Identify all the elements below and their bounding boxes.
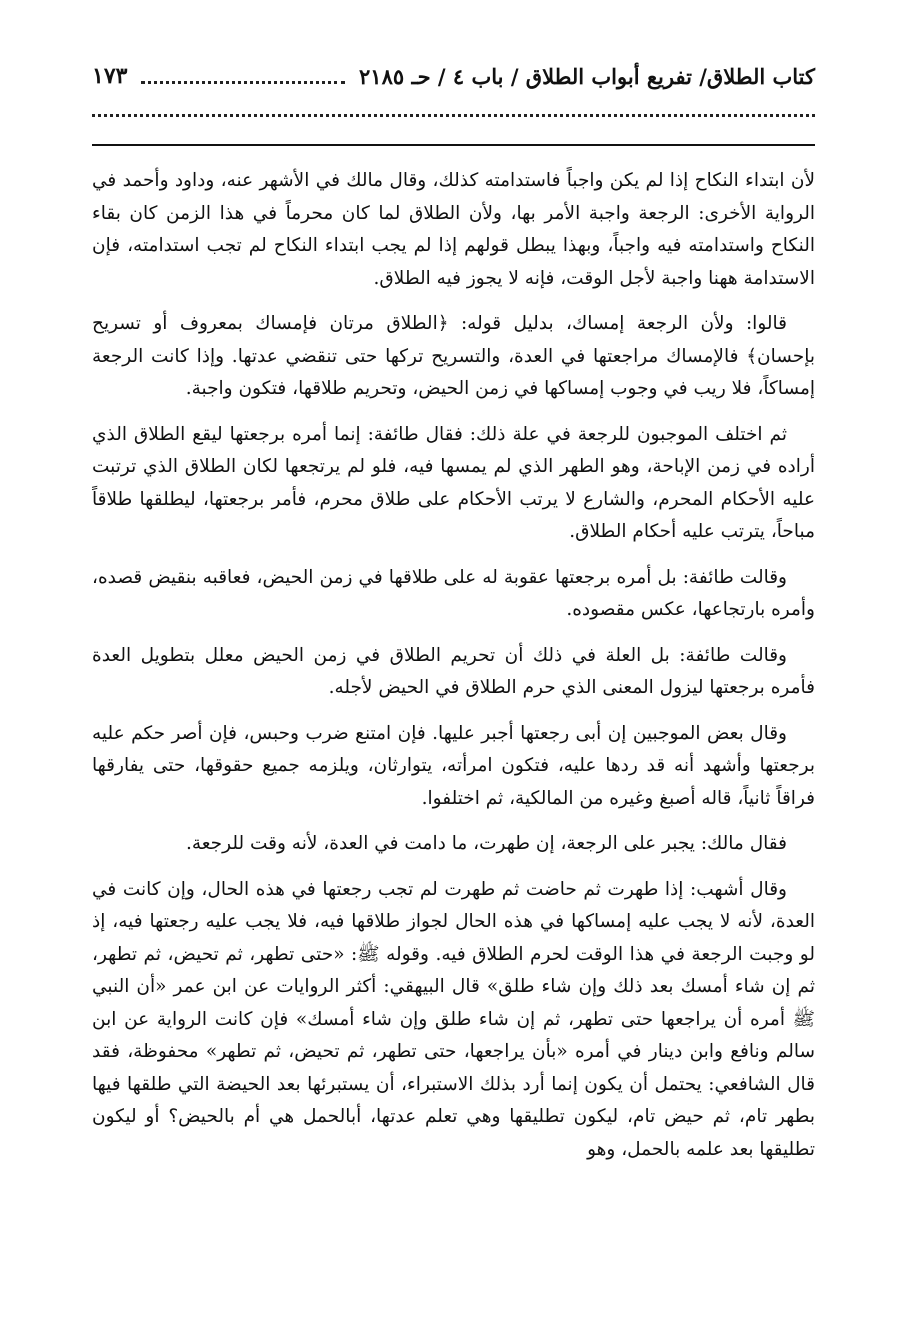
running-header (92, 58, 815, 94)
paragraph: قالوا: ولأن الرجعة إمساك، بدليل قوله: ﴿الطلاق مرتان فإمساك بمعروف أو تسريح بإحسان﴾ فالإمساك مراجعتها في العدة، والتسريح تركها حتى تنقضي عدتها. وإذا كانت الرجعة إمساكاً، فلا ريب في وجوب إمساكها في زمن الحيض، وتحريم طلاقها، فتكون واجبة. (92, 313, 815, 399)
paragraph: وقال بعض الموجبين إن أبى رجعتها أجبر عليها. فإن امتنع ضرب وحبس، فإن أصر حكم عليه برجعتها وأشهد أنه قد ردها عليه، فتكون امرأته، يتوارثان، ويلزمه جميع حقوقها، حتى يفارقها فراقاً ثانياً، قاله أصبغ وغيره من المالكية، ثم اختلفوا. (92, 722, 815, 809)
paragraph: فقال مالك: يجبر على الرجعة، إن طهرت، ما دامت في العدة، لأنه وقت للرجعة. (185, 833, 787, 854)
body-text (92, 165, 815, 1179)
paragraph: وقالت طائفة: بل العلة في ذلك أن تحريم الطلاق في زمن الحيض معلل بتطويل العدة فأمره برجعتها ليزول المعنى الذي حرم الطلاق في الحيض لأجله. (92, 644, 815, 698)
page-number: ١٧٣ (92, 63, 128, 89)
solid-divider (92, 144, 815, 146)
paragraph: لأن ابتداء النكاح إذا لم يكن واجباً فاستدامته كذلك، وقال مالك في الأشهر عنه، وداود وأحمد في الرواية الأخرى: الرجعة واجبة الأمر بها، ولأن الطلاق لما كان محرماً في هذا الزمن كان بقاء النكاح واستدامته فيه واجباً، وبهذا يبطل قولهم إذا لم يجب ابتداء النكاح لم تجب استدامته، فإن الاستدامة ههنا واجبة لأجل الوقت، فإنه لا يجوز فيه الطلاق. (92, 170, 815, 289)
header-dot-leader (141, 69, 345, 84)
paragraph: وقال أشهب: إذا طهرت ثم حاضت ثم طهرت لم تجب رجعتها في هذه الحال، وإن كانت في العدة، لأنه لا يجب عليه إمساكها في هذه الحال لجواز طلاقها فيه، فلا يجب عليه رجعتها فيه، إذ لو وجبت الرجعة في هذا الوقت لحرم الطلاق فيه. وقوله ﷺ: «حتى تطهر، ثم تحيض، ثم تطهر، ثم إن شاء أمسك بعد ذلك وإن شاء طلق» قال البيهقي: أكثر الروايات عن ابن عمر «أن النبي ﷺ أمره أن يراجعها حتى تطهر، ثم إن شاء طلق وإن شاء أمسك» فإن كانت الرواية عن ابن سالم ونافع وابن دينار في أمره «بأن يراجعها، حتى تطهر، ثم تحيض، ثم تطهر» محفوظة، فقد قال الشافعي: يحتمل أن يكون إنما أرد بذلك الاستبراء، أن يستبرئها بعد الحيضة التي طلقها فيها بطهر تام، ثم حيض تام، ليكون تطليقها وهي تعلم عدتها، أبالحمل هي أم بالحيض؟ أو ليكون تطليقها بعد علمه بالحمل، وهو (92, 878, 815, 1160)
header-title: كتاب الطلاق/ تفريع أبواب الطلاق / باب ٤ / حـ ٢١٨٥ (359, 63, 815, 89)
paragraph: ثم اختلف الموجبون للرجعة في علة ذلك: فقال طائفة: إنما أمره برجعتها ليقع الطلاق الذي أراده في زمن الإباحة، وهو الطهر الذي لم يمسها فيه، فلو لم يرتجعها لكان الطلاق الذي ترتبت عليه الأحكام المحرم، والشارع لا يرتب الأحكام على طلاق محرم، فأمر برجعتها، ليطلقها طلاقاً مباحاً، يترتب عليه أحكام الطلاق. (92, 423, 815, 542)
dotted-divider (92, 114, 815, 117)
paragraph: وقالت طائفة: بل أمره برجعتها عقوبة له على طلاقها في زمن الحيض، فعاقبه بنقيض قصده، وأمره بارتجاعها، عكس مقصوده. (92, 566, 815, 620)
